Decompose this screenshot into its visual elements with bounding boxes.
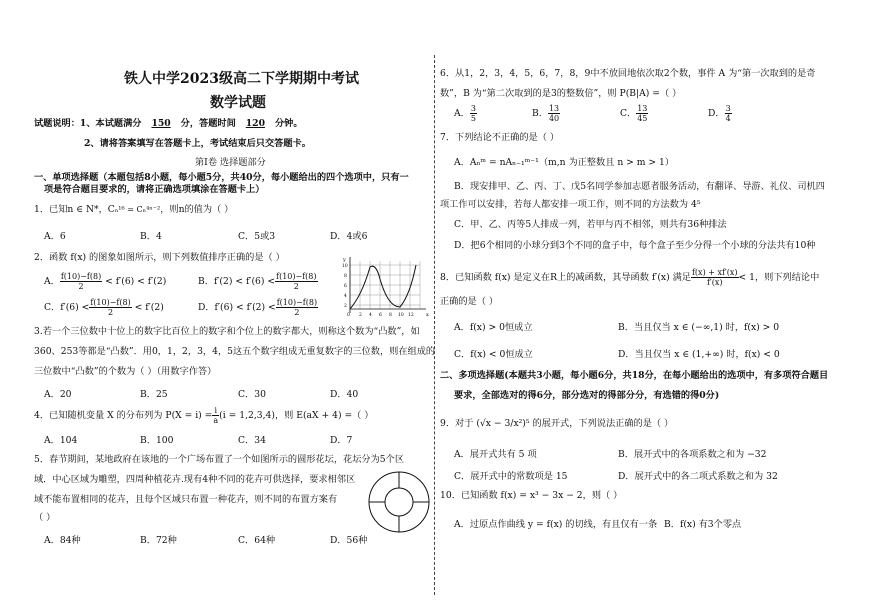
q8-stem	[440, 268, 819, 287]
exam-title: 铁人中学2023级高二下学期期中考试	[124, 71, 359, 87]
q1-stem-d: n	[178, 204, 185, 215]
q2-a-label: A．	[44, 276, 60, 287]
q5-line1: 5．春节期间，某地政府在该地的一个广场布置了一个如图所示的圆形花坛，花坛分为5个区	[34, 454, 405, 465]
q5-option-d: D．56种	[330, 535, 368, 546]
q6-a-den: 5	[470, 114, 476, 123]
q2-b-text: B．f′(2) < f′(6) <	[198, 276, 276, 287]
q2-xlabel: x	[426, 312, 429, 317]
q5-line2: 域．中心区域为雕塑，四周种植花卉.现有4种不同的花卉可供选择，要求相邻区	[34, 474, 356, 485]
q2-xtick-12: 12	[408, 313, 414, 317]
q2-c-frac	[89, 298, 131, 317]
q9-stem-c: 的展开式，下列说法正确的是（ ）	[532, 418, 674, 429]
q2-d-frac	[276, 298, 318, 317]
q8-frac-num: f(x) + xf′(x)	[691, 268, 738, 277]
q2-a-den: 2	[78, 282, 84, 291]
q2-xtick-8: 8	[389, 313, 392, 317]
q9-option-d: D．展开式中的各二项式系数之和为 32	[618, 471, 778, 482]
q8-stem-a: 8．已知函数 f(x) 是定义在R上的减函数，其导函数 f′(x) 满足	[440, 272, 691, 283]
q6-option-c	[620, 104, 648, 123]
q2-c-rest: < f′(2)	[131, 302, 164, 313]
q10-option-b: B．f(x) 有3个零点	[664, 519, 742, 530]
q2-b-den: 2	[293, 282, 299, 291]
q7-option-b-line1: B．现安排甲、乙、丙、丁、戊5名同学参加志愿者服务活动，有翻译、导游、礼仪、司机四	[454, 181, 825, 192]
q8-line2: 正确的是（ ）	[440, 296, 499, 307]
q6-option-d	[708, 104, 732, 123]
q2-xtick-2: 2	[359, 313, 362, 317]
section1-heading-1: 一、单项选择题（本题包括8小题，每小题5分，共40分，每小题给出的四个选项中，只有一	[34, 172, 409, 183]
q3-line1: 3.若一个三位数中十位上的数字比百位上的数字和个位上的数字都大，则称这个数为“凸数”，如	[34, 326, 420, 337]
q6-d-num: 3	[725, 104, 731, 113]
q9-stem-b: (√x − 3/x²)⁵	[476, 418, 530, 429]
q6-b-frac	[548, 104, 560, 123]
q8-option-a: A．f(x) > 0恒成立	[454, 322, 533, 333]
q1-stem-e: 的值为（ ）	[184, 204, 234, 215]
q5-line4: （ ）	[34, 512, 56, 523]
q5-line3: 域不能布置相同的花卉，且每个区域只布置一种花卉，则不同的布置方案有	[34, 494, 338, 505]
q4-frac-den: a	[213, 416, 219, 425]
q3-option-d: D．40	[330, 389, 359, 400]
q2-xtick-6: 6	[379, 313, 382, 317]
q3-option-c: C．30	[238, 389, 266, 400]
q2-ytick-4: 4	[344, 294, 347, 299]
q4-stem-a: 4．已知随机变量 X 的分布列为 P(X = i) =	[34, 410, 213, 421]
q9-option-b: B．展开式中的各项系数之和为 −32	[618, 449, 767, 460]
q2-xtick-10: 10	[398, 313, 404, 317]
q8-stem-b: < 1，则下列结论中	[738, 272, 820, 283]
q1-option-b: B．4	[140, 231, 162, 242]
q3-line3: 三位数中“凸数”的个数为（ ）（用数字作答）	[34, 366, 217, 377]
instructions-line2: 2、请将答案填写在答题卡上，考试结束后只交答题卡。	[84, 138, 311, 149]
q7-option-b-line2: 项工作可以安排，若每人都安排一项工作，则不同的方法数为 4⁵	[440, 199, 701, 210]
q4-option-a: A．104	[44, 435, 78, 446]
q1-option-d: D．4或6	[330, 231, 368, 242]
q6-d-label: D．	[708, 108, 725, 119]
q1-stem-b: n ∈ N*，C	[67, 204, 115, 215]
q6-c-label: C．	[620, 108, 637, 119]
q2-b-num: f(10)−f(8)	[276, 272, 317, 281]
q4-option-c: C．34	[238, 435, 266, 446]
q5-inner-circle	[385, 488, 413, 516]
q4-frac-num: i	[212, 406, 219, 416]
q2-stem: 2．函数 f(x) 的图象如图所示，则下列数值排序正确的是（ ）	[34, 252, 285, 263]
q2-xtick-0: 0	[347, 313, 350, 317]
q7-option-a: A．Aₙᵐ = nAₙ₋₁ᵐ⁻¹（m,n 为正整数且 n > m > 1）	[454, 157, 675, 168]
q2-xtick-4: 4	[369, 313, 372, 317]
q5-option-a: A．84种	[44, 535, 81, 546]
q3-line2: 360、253等都是“凸数”．用0，1，2，3，4，5这五个数字组成无重复数字的三位数，则在组成的	[34, 346, 436, 357]
section1-heading-2: 项是符合题目要求的，请将正确选项填涂在答题卡上）	[44, 184, 265, 195]
q1-option-c: C．5或3	[238, 231, 276, 242]
q2-option-c	[44, 298, 164, 317]
q3-option-a: A．20	[44, 389, 72, 400]
column-divider	[434, 55, 435, 595]
q9-option-a: A．展开式共有 5 项	[454, 449, 537, 460]
q1-stem	[34, 204, 233, 215]
q6-option-b	[532, 104, 560, 123]
q2-function-graph	[340, 255, 432, 317]
q6-d-den: 4	[725, 114, 731, 123]
left-column	[30, 0, 436, 614]
q6-d-frac	[725, 104, 732, 123]
q2-c-text: C．f′(6) <	[44, 302, 90, 313]
q2-ytick-10: 10	[342, 264, 348, 269]
q8-option-b: B．当且仅当 x ∈ (−∞,1) 时，f(x) > 0	[618, 322, 780, 333]
q7-option-d: D．把6个相同的小球分到3个不同的盒子中，每个盒子至少分得一个小球的分法共有10种	[454, 240, 816, 251]
q1-stem-c: ，则	[160, 204, 179, 215]
q1-stem-a: 1．已知	[34, 204, 68, 215]
right-column	[440, 0, 845, 614]
q6-a-num: 3	[470, 104, 476, 113]
q6-b-label: B．	[532, 108, 548, 119]
q4-option-b: B．100	[140, 435, 174, 446]
q2-ylabel: y	[343, 257, 346, 263]
q8-frac	[691, 268, 739, 287]
instructions-line1	[34, 118, 303, 129]
q2-option-b	[198, 272, 318, 291]
q8-option-c: C．f(x) < 0恒成立	[454, 349, 533, 360]
instr-mid: 分，答题时间	[180, 118, 236, 129]
instr-suffix: 分钟。	[274, 118, 303, 129]
q5-option-c: C．64种	[238, 535, 276, 546]
q2-a-rest: < f′(6) < f′(2)	[102, 276, 167, 287]
q7-option-c: C．甲、乙、丙等5人排成一列，若甲与丙不相邻，则共有36种排法	[454, 219, 727, 230]
q9-stem	[440, 418, 673, 429]
q6-c-frac	[636, 104, 648, 123]
q2-ytick-6: 6	[344, 284, 347, 289]
q10-stem: 10．已知函数 f(x) = x³ − 3x − 2，则（ ）	[440, 490, 623, 501]
q5-option-b: B．72种	[140, 535, 177, 546]
q2-option-a	[44, 272, 166, 291]
q6-option-a	[454, 104, 477, 123]
q1-cond: ₙ¹⁶ = Cₙ⁴ⁿ⁻²	[114, 205, 161, 214]
q6-b-den: 40	[548, 114, 560, 123]
q6-c-den: 45	[637, 114, 648, 123]
exam-subtitle: 数学试题	[210, 95, 266, 111]
instr-time: 120	[245, 118, 265, 129]
q3-option-b: B．25	[140, 389, 168, 400]
q9-option-c: C．展开式中的常数项是 15	[454, 471, 568, 482]
section2-heading-2: 要求，全部选对的得6分，部分选对的得部分分，有选错的得0分)	[454, 390, 720, 401]
q4-option-d: D．7	[330, 435, 353, 446]
q6-c-num: 13	[637, 104, 648, 113]
q2-d-text: D．f′(6) < f′(2) <	[198, 302, 276, 313]
q2-d-den: 2	[294, 308, 300, 317]
q4-stem	[34, 406, 373, 425]
q9-stem-a: 9．对于	[440, 418, 474, 429]
q2-option-d	[198, 298, 318, 317]
instr-score: 150	[151, 118, 171, 129]
q4-stem-b: (i = 1,2,3,4)，则 E(aX + 4) =（ ）	[219, 410, 374, 421]
instr-prefix: 试题说明：1、本试题满分	[34, 118, 142, 129]
q1-option-a: A．6	[44, 231, 66, 242]
q6-line2: 数”，B 为“第二次取到的是3的整数倍”，则 P(B|A) =（ ）	[440, 88, 682, 99]
section2-heading-1: 二、多项选择题(本题共3小题，每小题6分，共18分，在每小题给出的选项中，有多项符合题目	[440, 370, 829, 381]
q2-d-num: f(10)−f(8)	[276, 298, 318, 307]
q6-a-label: A．	[454, 108, 470, 119]
q6-line1: 6．从1，2，3，4，5，6，7，8，9中不放回地依次取2个数，事件 A 为“第一次取到的是奇	[440, 68, 816, 79]
q2-b-frac	[275, 272, 317, 291]
q6-b-num: 13	[548, 104, 560, 113]
q2-a-frac	[60, 272, 102, 291]
q7-stem: 7．下列结论不正确的是（ ）	[440, 132, 560, 143]
q6-a-frac	[470, 104, 477, 123]
q2-graph-grid	[350, 261, 420, 309]
q8-option-d: D．当且仅当 x ∈ (1,+∞) 时，f(x) < 0	[618, 349, 780, 360]
q8-frac-den: f′(x)	[706, 278, 723, 287]
q2-c-num: f(10)−f(8)	[90, 298, 131, 307]
q2-ytick-8: 8	[344, 274, 347, 279]
q2-ytick-2: 2	[344, 304, 347, 309]
section1-label: 第Ⅰ卷 选择题部分	[195, 157, 266, 168]
q10-option-a: A．过原点作曲线 y = f(x) 的切线，有且仅有一条	[454, 519, 658, 530]
q2-a-num: f(10)−f(8)	[60, 272, 102, 281]
q5-flowerbed-figure	[367, 470, 431, 534]
q2-c-den: 2	[107, 308, 114, 317]
